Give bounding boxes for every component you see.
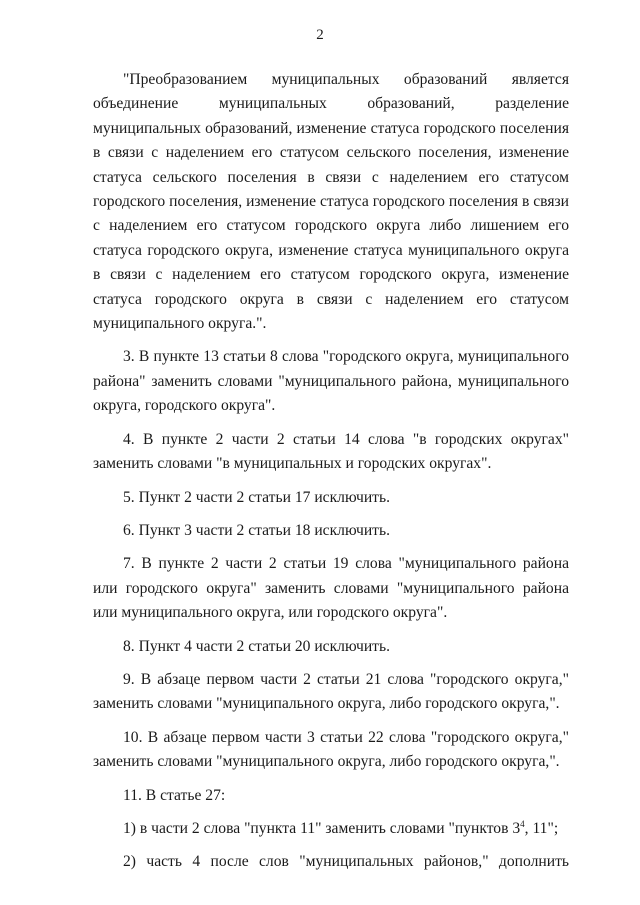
subitem-1-tail: , 11"; <box>524 819 559 837</box>
paragraph-item-6: 6. Пункт 3 части 2 статьи 18 исключить. <box>123 521 391 539</box>
paragraph-item-8: 8. Пункт 4 части 2 статьи 20 исключить. <box>123 637 391 655</box>
paragraph-item-11: 11. В статье 27: <box>123 786 226 804</box>
paragraph-item-3: 3. В пункте 13 статьи 8 слова "городского округа, муниципального района" заменить словами "муниципального района, муниципального округа, городского округа". <box>93 348 569 415</box>
paragraph-item-10: 10. В абзаце первом части 3 статьи 22 слова "городского округа," заменить словами "муниципального округа, либо городского округа,". <box>93 728 569 771</box>
document-body <box>93 68 569 884</box>
paragraph-item-9: 9. В абзаце первом части 2 статьи 21 слова "городского округа," заменить словами "муниципального округа, либо городского округа,". <box>93 670 569 713</box>
paragraph-subitem-1 <box>93 817 569 841</box>
paragraph-subitem-2: 2) часть 4 после слов "муниципальных районов," дополнить <box>123 853 569 871</box>
paragraph-item-7: 7. В пункте 2 части 2 статьи 19 слова "муниципального района или городского округа" заменить словами "муниципального района или муниципального округа, или городского округа". <box>93 555 569 622</box>
paragraph-item-5: 5. Пункт 2 части 2 статьи 17 исключить. <box>123 488 391 506</box>
subitem-1-text: 1) в части 2 слова "пункта 11" заменить словами "пунктов 3 <box>123 819 521 837</box>
paragraph-definition: "Преобразованием муниципальных образований является объединение муниципальных образований, разделение муниципальных образований, изменение статуса городского поселения в связи с наделением его статусом сельского поселения, изменение статуса сельского поселения в связи с наделением его статусом городского поселения, изменение статуса городского поселения в связи с наделением его статусом городского округа либо лишением его статуса городского округа, изменение статуса муниципального округа в связи с наделением его статусом городского округа, изменение статуса городского округа в связи с наделением его статусом муниципального округа.". <box>93 71 569 333</box>
paragraph-item-4: 4. В пункте 2 части 2 статьи 14 слова "в городских округах" заменить словами "в муниципальных и городских округах". <box>93 430 569 473</box>
page-number: 2 <box>316 27 324 43</box>
superscript-4: 4 <box>520 818 525 829</box>
